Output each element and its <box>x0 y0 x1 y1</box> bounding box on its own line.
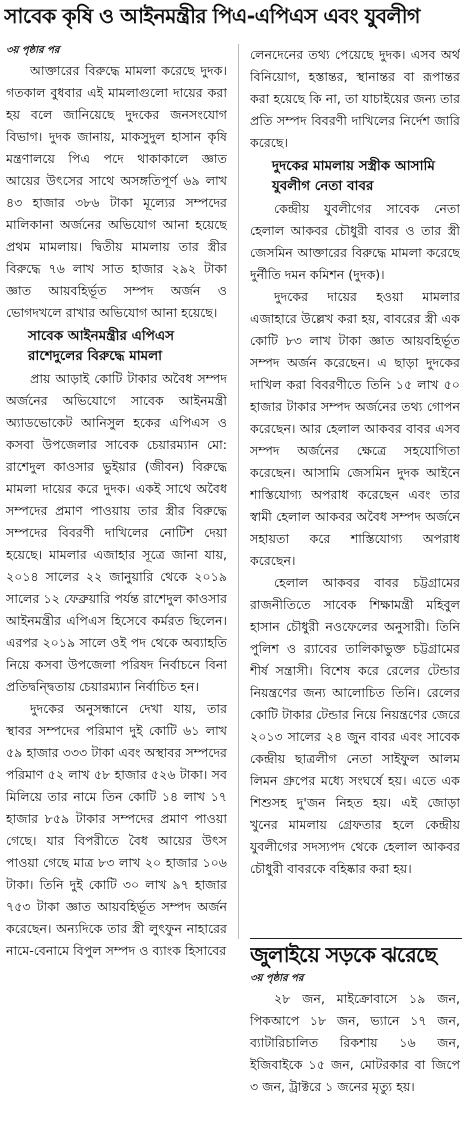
paragraph: দুদকের দায়ের হওয়া মামলার এজাহারে উল্লেখ করা হয়, বাবরের স্ত্রী এক কোটি ৮৩ লাখ টাকা জ্ঞাত আয়বহির্ভূত সম্পদ অর্জন করেছেন। এ ছাড়া দুদকের দাখিল করা বিবরণীতে তিনি ১৫ লাখ ৫০ হাজার টাকার সম্পদ অর্জনের তথ্য গোপন করেছেন। আর হেলাল আকবর বাবর এসব সম্পদ অর্জনের ক্ষেত্রে সহযোগিতা করেছেন। আসামি জেসমিন দুদক আইনে শাস্তিযোগ্য অপরাধ করেছেন এবং তার স্বামী হেলাল আকবর অবৈধ সম্পদ অর্জনে সহায়তা করে শাস্তিযোগ্য অপরাধ করেছেন। <box>250 289 460 568</box>
paragraph: হেলাল আকবর বাবর চট্টগ্রামের রাজনীতিতে সাবেক শিক্ষামন্ত্রী মহিবুল হাসান চৌধুরী নওফেলের অনুসারী। তিনি পুলিশ ও র‌্যাবের তালিকাভুক্ত চট্টগ্রামের শীর্ষ সন্ত্রাসী। বিশেষ করে রেলের টেন্ডার নিয়ন্ত্রণের জন্য আলোচিত তিনি। রেলের কোটি টাকার টেন্ডার নিয়ে নিয়ন্ত্রণের জেরে ২০১৩ সালের ২৪ জুন বাবর এবং সাবেক কেন্দ্রীয় ছাত্রলীগ নেতা সাইফুল আলম লিমন গ্রুপের মধ্যে সংঘর্ষে হয়। এতে এক শিশুসহ দু'জন নিহত হয়। এই জোড়া খুনের মামলায় গ্রেফতার হলে কেন্দ্রীয় যুবলীগের সদস্যপদ থেকে হেলাল আকবর চৌধুরী বাবরকে বহিষ্কার করা হয়। <box>250 575 460 876</box>
article2-headline: জুলাইয়ে সড়কে ঝরেছে <box>250 938 462 969</box>
paragraph: প্রায় আড়াই কোটি টাকার অবৈধ সম্পদ অর্জনের অভিযোগে সাবেক আইনমন্ত্রী অ্যাডভোকেট আনিসুল হকের এপিএস ও কসবা উপজেলার সাবেক চেয়ারম্যান মো: রাশেদুল কাওসার ভুইয়ার (জীবন) বিরুদ্ধে মামলা দায়ের করে দুদক। একই সাথে অবৈধ সম্পদের প্রমাণ পাওয়ায় তার স্ত্রীর বিরুদ্ধে সম্পদের বিবরণী দাখিলের নোটিশ দেয়া হয়েছে। মামলার এজাহার সূত্রে জানা যায়, ২০১৪ সালের ২২ জানুয়ারি থেকে ২০১৯ সালের ১২ ফেব্রুয়ারি পর্যন্ত রাশেদুল কাওসার আইনমন্ত্রীর এপিএস হিসেবে কর্মরত ছিলেন। এরপর ২০১৯ সালে ওই পদ থেকে অব্যাহতি নিয়ে কসবা উপজেলা পরিষদ নির্বাচনে বিনা প্রতিদ্বন্দ্বিতায় চেয়ারম্যান নির্বাচিত হন। <box>6 371 227 694</box>
continued-marker: ৩য় পৃষ্ঠার পর <box>250 973 304 984</box>
paragraph: লেনদেনের তথ্য পেয়েছে দুদক। এসব অর্থ বিনিয়োগ, হস্তান্তর, স্থানান্তর বা রূপান্তর করা হয়েছে কি না, তা যাচাইয়ের জন্য তার প্রতি সম্পদ বিবরণী দাখিলের নির্দেশ জারি করেছে। <box>250 47 460 150</box>
paragraph: কেন্দ্রীয় যুবলীগের সাবেক নেতা হেলাল আকবর চৌধুরী বাবর ও তার স্ত্রী জেসমিন আক্তারের বিরুদ্ধে মামলা করেছে দুর্নীতি দমন কমিশন (দুদক)। <box>250 201 460 282</box>
article-headline: সাবেক কৃষি ও আইনমন্ত্রীর পিএ-এপিএস এবং যুবলীগ <box>4 4 420 28</box>
paragraph: আক্তারের বিরুদ্ধে মামলা করেছে দুদক। গতকাল বুধবার এই মামলাগুলো দায়ের করা হয় বলে জানিয়েছে দুদকের জনসংযোগ বিভাগ। দুদক জানায়, মাকসুদুল হাসান কৃষি মন্ত্রণালয়ে পিএ পদে থাকাকালে জ্ঞাত আয়ের উৎসের সাথে অসঙ্গতিপূর্ণ ৬৯ লাখ ৪৩ হাজার ৩৮৬ টাকা মূল্যের সম্পদের মালিকানা অর্জনের অভিযোগ আনা হয়েছে প্রথম মামলায়। দ্বিতীয় মামলায় তার স্ত্রীর বিরুদ্ধে ৭৬ লাখ সাত হাজার ২৯২ টাকা জ্ঞাত আয়বহির্ভূত সম্পদ অর্জন ও ভোগদখলে রাখার অভিযোগ আনা হয়েছে। <box>6 63 227 320</box>
continued-marker: ৩য় পৃষ্ঠার পর <box>6 45 60 56</box>
headline-space <box>250 0 460 44</box>
left-column <box>6 44 227 1124</box>
subheading: দুদকের মামলায় সস্ত্রীক আসামি যুবলীগ নেতা বাবর <box>272 158 435 194</box>
article2-body <box>250 972 460 1098</box>
subheading: সাবেক আইনমন্ত্রীর এপিএস রাশেদুলের বিরুদ্ধে মামলা <box>28 328 175 364</box>
paragraph: ২৮ জন, মাইক্রোবাসে ১৯ জন, পিকআপে ১৮ জন, ভ্যানে ১৭ জন, ব্যাটারিচালিত রিকশায় ১৬ জন, ইজিবাইকে ১৫ জন, মোটরকার বা জিপে ৩ জন, ট্রাক্টরে ১ জনের মৃত্যু হয়। <box>250 991 460 1094</box>
column-divider <box>238 44 239 939</box>
paragraph: দুদকের অনুসন্ধানে দেখা যায়, তার স্থাবর সম্পদের পরিমাণ দুই কোটি ৬১ লাখ ৫৯ হাজার ৩৩৩ টাকা এবং অস্থাবর সম্পদের পরিমাণ ৫২ লাখ ৫৮ হাজার ৫২৬ টাকা। সব মিলিয়ে তার নামে তিন কোটি ১৪ লাখ ১৭ হাজার ৮৫৯ টাকার সম্পদের প্রমাণ পাওয়া গেছে। যার বিপরীতে বৈধ আয়ের উৎস পাওয়া গেছে মাত্র ৮৩ লাখ ২০ হাজার ১০৬ টাকা। তিনি দুই কোটি ৩০ লাখ ৯৭ হাজার ৭৫৩ টাকা জ্ঞাত আয়বহির্ভূত সম্পদ অর্জন করেছেন। অন্যদিকে তার স্ত্রী লুৎফুন নাহারের নামে-বেনামে বিপুল সম্পদ ও ব্যাংক হিসাবের <box>6 701 227 958</box>
